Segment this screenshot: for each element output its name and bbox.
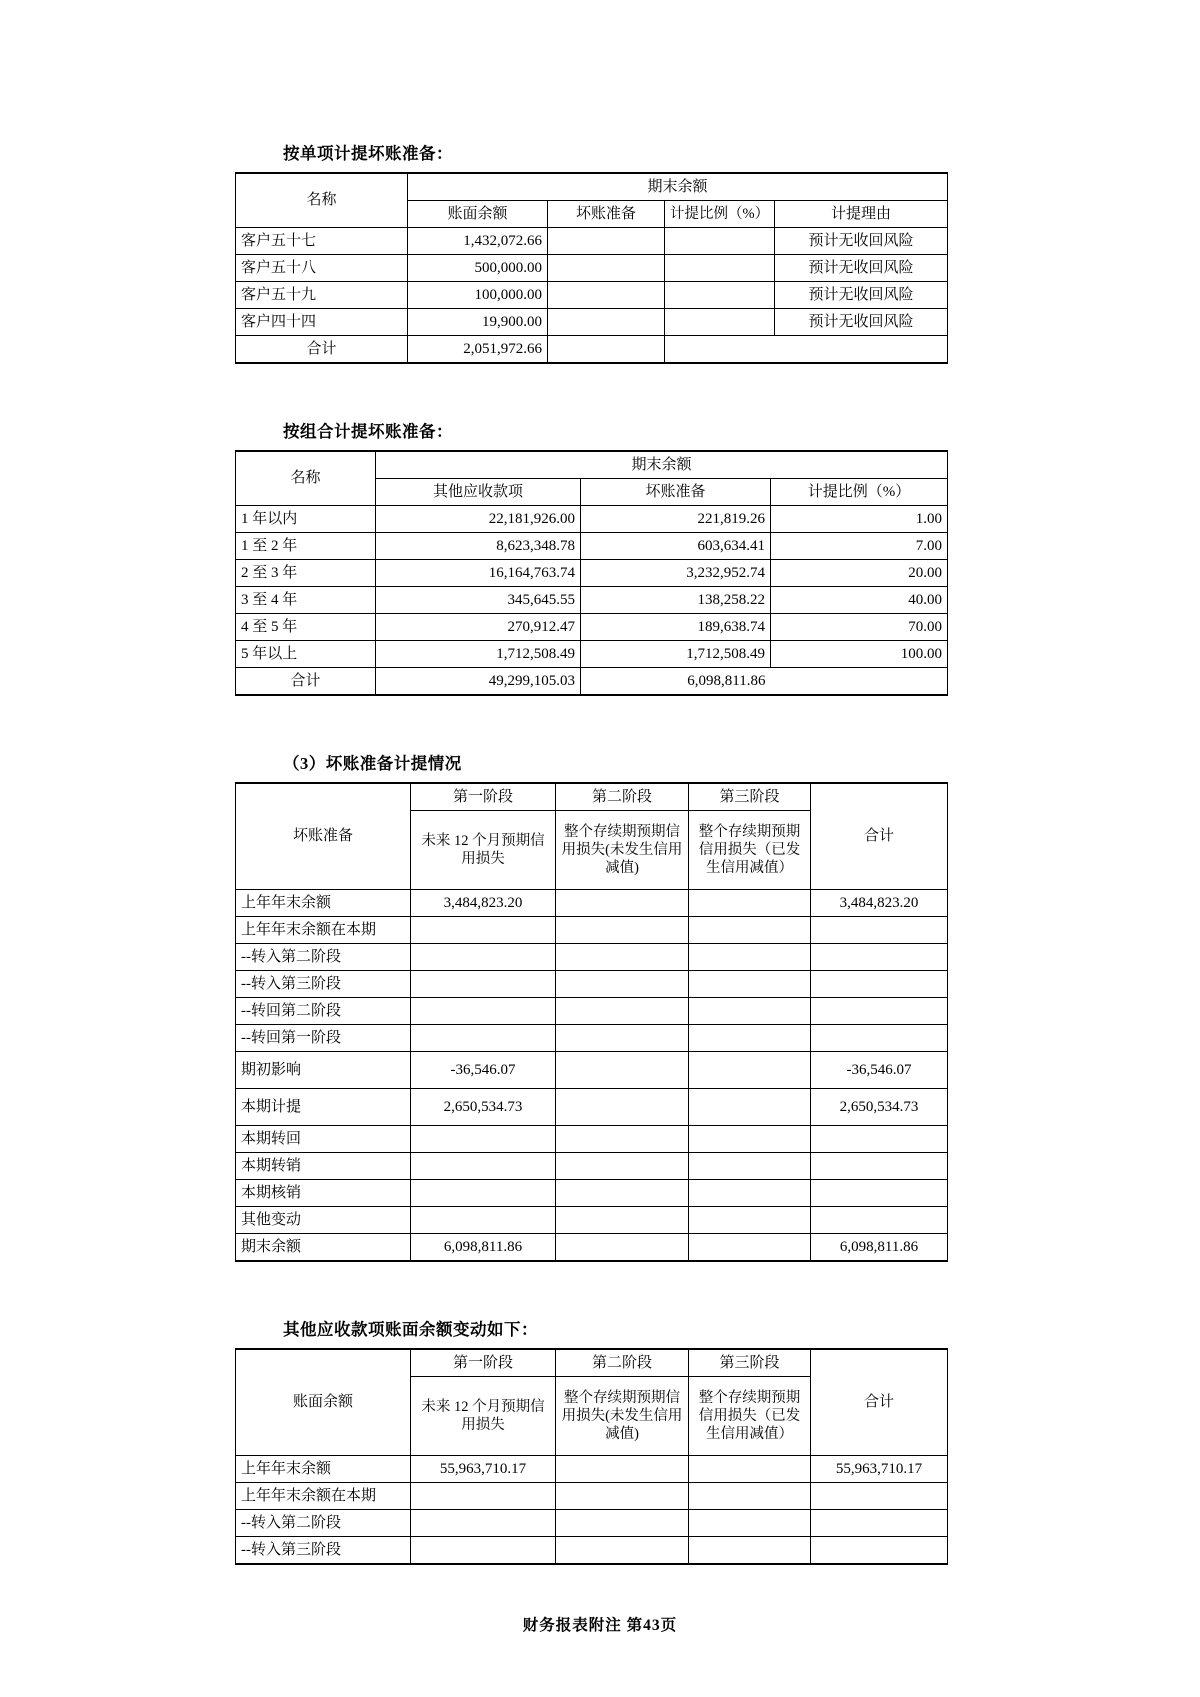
header-stage2: 第二阶段 — [556, 1349, 689, 1377]
page-footer: 财务报表附注 第43页 — [522, 1617, 678, 1634]
header-stage1: 第一阶段 — [411, 1349, 556, 1377]
cell-ratio — [665, 255, 775, 282]
section-book-balance-movement — [235, 1316, 945, 1565]
cell-name: 客户五十八 — [236, 255, 408, 282]
cell-bad-debt: 221,819.26 — [581, 506, 771, 533]
header-period-end: 期末余额 — [408, 173, 948, 201]
group-provision-table — [235, 450, 948, 696]
table-row — [236, 641, 948, 668]
header-stage3-desc: 整个存续期预期信用损失（已发生信用减值） — [689, 1377, 811, 1456]
cell-bad-debt — [548, 282, 665, 309]
cell-stage1 — [411, 1537, 556, 1565]
table-header-row — [236, 783, 948, 811]
table-row — [236, 1180, 948, 1207]
cell-stage3 — [689, 944, 811, 971]
cell-reason: 预计无收回风险 — [775, 255, 948, 282]
header-stage3: 第三阶段 — [689, 783, 811, 811]
cell-stage3 — [689, 971, 811, 998]
cell-reason: 预计无收回风险 — [775, 309, 948, 336]
cell-bad-debt: 189,638.74 — [581, 614, 771, 641]
cell-stage1: 55,963,710.17 — [411, 1456, 556, 1483]
cell-stage2 — [556, 890, 689, 917]
cell-stage1 — [411, 1483, 556, 1510]
cell-stage1 — [411, 1126, 556, 1153]
cell-total-reason — [775, 336, 948, 364]
cell-amount: 1,712,508.49 — [376, 641, 581, 668]
spacer — [235, 696, 945, 750]
cell-ratio: 40.00 — [771, 587, 948, 614]
cell-label: 本期转回 — [236, 1126, 411, 1153]
cell-total: 2,650,534.73 — [811, 1089, 948, 1126]
cell-stage1 — [411, 1153, 556, 1180]
cell-age: 3 至 4 年 — [236, 587, 376, 614]
cell-ratio — [665, 282, 775, 309]
cell-total-ratio — [771, 668, 948, 696]
cell-stage1: 6,098,811.86 — [411, 1234, 556, 1262]
cell-amount: 345,645.55 — [376, 587, 581, 614]
table-row — [236, 255, 948, 282]
cell-stage2 — [556, 1510, 689, 1537]
cell-name: 客户五十九 — [236, 282, 408, 309]
cell-label: 上年年末余额在本期 — [236, 1483, 411, 1510]
table-row — [236, 1510, 948, 1537]
cell-total — [811, 917, 948, 944]
cell-stage3 — [689, 1234, 811, 1262]
cell-age: 2 至 3 年 — [236, 560, 376, 587]
cell-label: --转入第三阶段 — [236, 971, 411, 998]
cell-stage3 — [689, 1153, 811, 1180]
table-total-row — [236, 668, 948, 696]
cell-total — [811, 1180, 948, 1207]
cell-stage3 — [689, 1126, 811, 1153]
section3-title: （3）坏账准备计提情况 — [283, 754, 462, 773]
cell-stage1 — [411, 1180, 556, 1207]
cell-stage1 — [411, 1025, 556, 1052]
cell-label: 上年年末余额在本期 — [236, 917, 411, 944]
cell-amount: 8,623,348.78 — [376, 533, 581, 560]
cell-total-amount: 49,299,105.03 — [376, 668, 581, 696]
cell-bad-debt: 3,232,952.74 — [581, 560, 771, 587]
header-stage3: 第三阶段 — [689, 1349, 811, 1377]
table-row — [236, 614, 948, 641]
table-row — [236, 1207, 948, 1234]
cell-label: 期末余额 — [236, 1234, 411, 1262]
table-row — [236, 282, 948, 309]
spacer — [235, 1262, 945, 1316]
cell-total — [811, 944, 948, 971]
header-other-receivable: 其他应收款项 — [376, 479, 581, 506]
bad-debt-movement-table — [235, 782, 948, 1262]
cell-bad-debt — [548, 228, 665, 255]
header-total: 合计 — [811, 783, 948, 890]
cell-stage1: 3,484,823.20 — [411, 890, 556, 917]
cell-label: 本期核销 — [236, 1180, 411, 1207]
cell-total — [811, 1510, 948, 1537]
cell-ratio: 70.00 — [771, 614, 948, 641]
cell-stage1 — [411, 971, 556, 998]
cell-label: --转入第二阶段 — [236, 1510, 411, 1537]
header-name: 名称 — [236, 451, 376, 506]
cell-stage3 — [689, 1537, 811, 1565]
table-row — [236, 1537, 948, 1565]
cell-label: --转回第二阶段 — [236, 998, 411, 1025]
cell-reason: 预计无收回风险 — [775, 228, 948, 255]
cell-total: 55,963,710.17 — [811, 1456, 948, 1483]
cell-stage3 — [689, 1456, 811, 1483]
cell-stage3 — [689, 1089, 811, 1126]
table-header-row — [236, 451, 948, 479]
cell-stage2 — [556, 1126, 689, 1153]
header-period-end: 期末余额 — [376, 451, 948, 479]
table-row — [236, 917, 948, 944]
cell-label: 其他变动 — [236, 1207, 411, 1234]
cell-stage2 — [556, 998, 689, 1025]
section2-title: 按组合计提坏账准备： — [283, 422, 453, 441]
header-stage1-desc: 未来 12 个月预期信用损失 — [411, 811, 556, 890]
book-balance-movement-table — [235, 1348, 948, 1565]
header-row-label: 坏账准备 — [236, 783, 411, 890]
header-stage2-desc: 整个存续期预期信用损失(未发生信用减值) — [556, 1377, 689, 1456]
cell-label: 期初影响 — [236, 1052, 411, 1089]
table-row — [236, 587, 948, 614]
cell-stage1 — [411, 917, 556, 944]
cell-stage2 — [556, 1052, 689, 1089]
header-stage2-desc: 整个存续期预期信用损失(未发生信用减值) — [556, 811, 689, 890]
table-row — [236, 1234, 948, 1262]
table-row — [236, 309, 948, 336]
table-total-row — [236, 336, 948, 364]
cell-total-book: 2,051,972.66 — [408, 336, 548, 364]
section-bad-debt-movement — [235, 750, 945, 1262]
cell-label: 上年年末余额 — [236, 1456, 411, 1483]
cell-name: 客户四十四 — [236, 309, 408, 336]
table-row — [236, 533, 948, 560]
single-item-provision-table — [235, 172, 948, 364]
cell-stage3 — [689, 890, 811, 917]
cell-ratio: 20.00 — [771, 560, 948, 587]
cell-amount: 16,164,763.74 — [376, 560, 581, 587]
cell-book-balance: 100,000.00 — [408, 282, 548, 309]
table-row — [236, 1052, 948, 1089]
cell-stage3 — [689, 1052, 811, 1089]
cell-total-label: 合计 — [236, 336, 408, 364]
cell-age: 1 年以内 — [236, 506, 376, 533]
cell-ratio: 100.00 — [771, 641, 948, 668]
cell-bad-debt: 138,258.22 — [581, 587, 771, 614]
spacer — [235, 364, 945, 418]
cell-stage1: -36,546.07 — [411, 1052, 556, 1089]
cell-bad-debt: 1,712,508.49 — [581, 641, 771, 668]
table-row — [236, 560, 948, 587]
cell-label: --转回第一阶段 — [236, 1025, 411, 1052]
cell-total — [811, 1126, 948, 1153]
cell-bad-debt — [548, 309, 665, 336]
section-single-item-provision — [235, 140, 945, 364]
cell-stage1 — [411, 1207, 556, 1234]
cell-stage1: 2,650,534.73 — [411, 1089, 556, 1126]
cell-total: -36,546.07 — [811, 1052, 948, 1089]
table-row — [236, 506, 948, 533]
header-stage2: 第二阶段 — [556, 783, 689, 811]
cell-stage2 — [556, 971, 689, 998]
header-bad-debt: 坏账准备 — [581, 479, 771, 506]
cell-stage1 — [411, 1510, 556, 1537]
cell-total — [811, 1153, 948, 1180]
cell-total-bad — [548, 336, 665, 364]
cell-stage2 — [556, 1537, 689, 1565]
cell-ratio: 1.00 — [771, 506, 948, 533]
cell-stage2 — [556, 1234, 689, 1262]
cell-stage2 — [556, 944, 689, 971]
table-row — [236, 1089, 948, 1126]
cell-ratio: 7.00 — [771, 533, 948, 560]
header-ratio: 计提比例（%） — [665, 201, 775, 228]
cell-amount: 270,912.47 — [376, 614, 581, 641]
section1-title: 按单项计提坏账准备： — [283, 144, 453, 163]
header-stage3-desc: 整个存续期预期信用损失（已发生信用减值） — [689, 811, 811, 890]
cell-stage3 — [689, 1025, 811, 1052]
cell-stage3 — [689, 1180, 811, 1207]
cell-stage2 — [556, 1456, 689, 1483]
cell-bad-debt: 603,634.41 — [581, 533, 771, 560]
header-name: 名称 — [236, 173, 408, 228]
table-row — [236, 1153, 948, 1180]
cell-stage3 — [689, 998, 811, 1025]
cell-stage2 — [556, 1153, 689, 1180]
cell-book-balance: 500,000.00 — [408, 255, 548, 282]
cell-amount: 22,181,926.00 — [376, 506, 581, 533]
cell-stage3 — [689, 1207, 811, 1234]
cell-stage1 — [411, 944, 556, 971]
cell-stage2 — [556, 1089, 689, 1126]
table-header-row — [236, 1349, 948, 1377]
cell-label: --转入第二阶段 — [236, 944, 411, 971]
cell-stage3 — [689, 917, 811, 944]
cell-total — [811, 1483, 948, 1510]
section4-title: 其他应收款项账面余额变动如下： — [283, 1320, 538, 1339]
table-row — [236, 971, 948, 998]
cell-ratio — [665, 228, 775, 255]
cell-stage2 — [556, 917, 689, 944]
cell-label: 上年年末余额 — [236, 890, 411, 917]
cell-total — [811, 1207, 948, 1234]
section-group-provision — [235, 418, 945, 696]
cell-stage3 — [689, 1510, 811, 1537]
header-stage1: 第一阶段 — [411, 783, 556, 811]
cell-total — [811, 998, 948, 1025]
cell-total — [811, 971, 948, 998]
cell-age: 1 至 2 年 — [236, 533, 376, 560]
cell-total: 6,098,811.86 — [811, 1234, 948, 1262]
table-row — [236, 1126, 948, 1153]
table-row — [236, 1483, 948, 1510]
table-row — [236, 890, 948, 917]
cell-bad-debt — [548, 255, 665, 282]
header-stage1-desc: 未来 12 个月预期信用损失 — [411, 1377, 556, 1456]
cell-ratio — [665, 309, 775, 336]
cell-stage2 — [556, 1483, 689, 1510]
header-bad-debt: 坏账准备 — [548, 201, 665, 228]
cell-book-balance: 19,900.00 — [408, 309, 548, 336]
cell-total — [811, 1537, 948, 1565]
cell-total-bad: 6,098,811.86 — [581, 668, 771, 696]
cell-stage2 — [556, 1180, 689, 1207]
header-ratio: 计提比例（%） — [771, 479, 948, 506]
header-book-balance: 账面余额 — [408, 201, 548, 228]
cell-total-label: 合计 — [236, 668, 376, 696]
table-row — [236, 998, 948, 1025]
table-header-row — [236, 173, 948, 201]
table-row — [236, 1456, 948, 1483]
header-total: 合计 — [811, 1349, 948, 1456]
cell-book-balance: 1,432,072.66 — [408, 228, 548, 255]
cell-label: 本期计提 — [236, 1089, 411, 1126]
header-row-label: 账面余额 — [236, 1349, 411, 1456]
cell-reason: 预计无收回风险 — [775, 282, 948, 309]
table-row — [236, 1025, 948, 1052]
cell-stage1 — [411, 998, 556, 1025]
table-row — [236, 228, 948, 255]
cell-name: 客户五十七 — [236, 228, 408, 255]
cell-total-ratio — [665, 336, 775, 364]
cell-age: 5 年以上 — [236, 641, 376, 668]
cell-stage2 — [556, 1025, 689, 1052]
cell-stage2 — [556, 1207, 689, 1234]
cell-label: --转入第三阶段 — [236, 1537, 411, 1565]
cell-total: 3,484,823.20 — [811, 890, 948, 917]
cell-total — [811, 1025, 948, 1052]
header-reason: 计提理由 — [775, 201, 948, 228]
table-row — [236, 944, 948, 971]
cell-label: 本期转销 — [236, 1153, 411, 1180]
cell-stage3 — [689, 1483, 811, 1510]
cell-age: 4 至 5 年 — [236, 614, 376, 641]
